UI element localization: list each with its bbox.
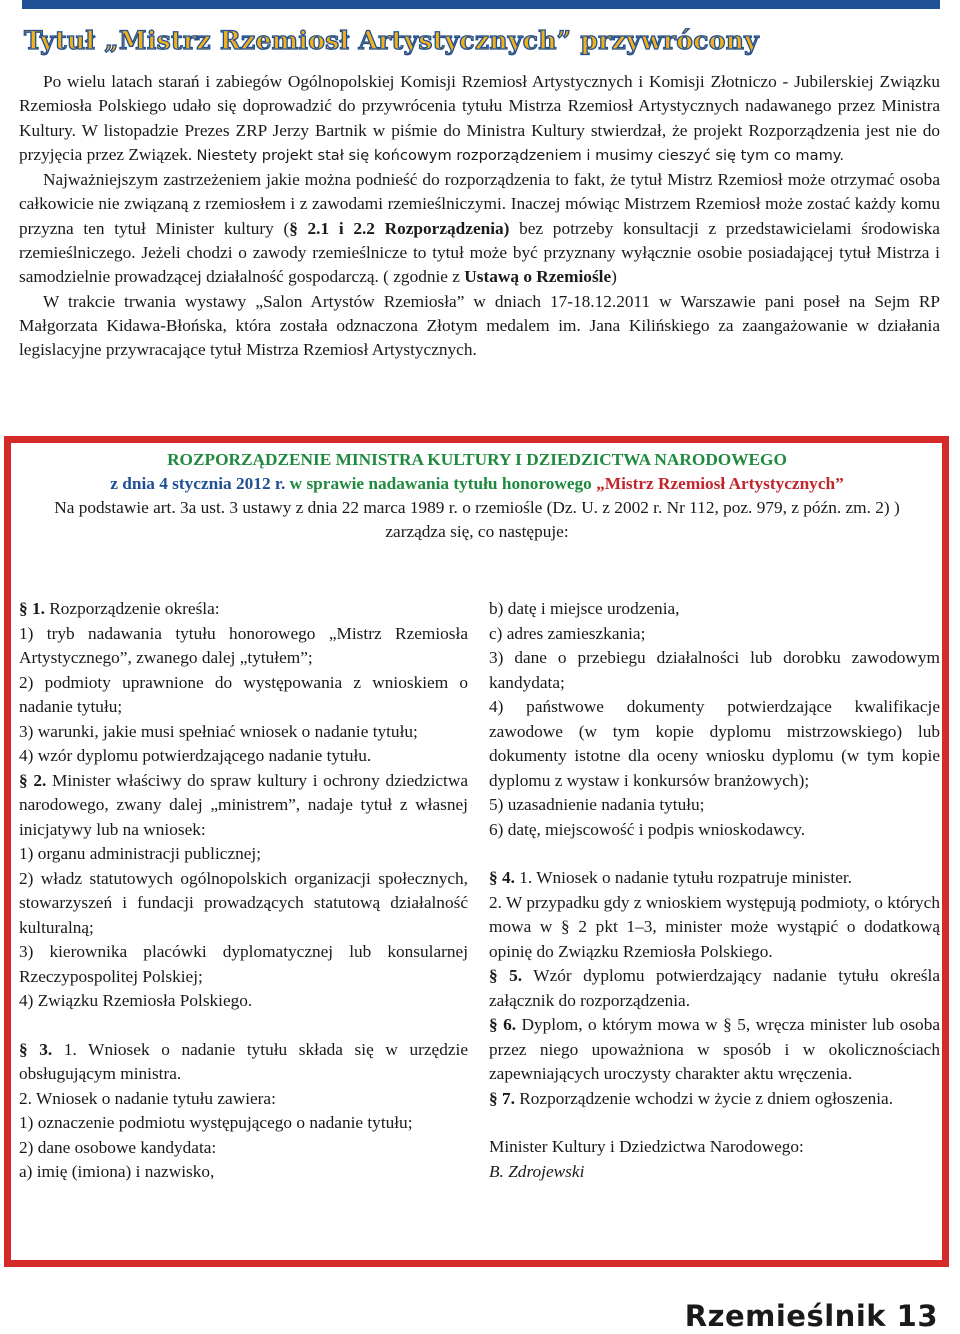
- list-item: a) imię (imiona) i nazwisko,: [19, 1162, 215, 1181]
- list-item: 2. W przypadku gdy z wnioskiem występują podmioty, o których mowa w § 2 pkt 1–3, minister może wystąpić o dodatkową opinię do Związku Rzemiosła Polskiego.: [489, 892, 940, 961]
- section-5: § 5. Wzór dyplomu potwierdzający nadanie tytułu określa załącznik do rozporządzenia.: [489, 966, 940, 1010]
- regulation-basis: Na podstawie art. 3a ust. 3 ustawy z dnia 22 marca 1989 r. o rzemiośle (Dz. U. z 2002 r. Nr 112, poz. 979, z późn. zm. 2) ) zarządza się, co następuje:: [54, 498, 900, 541]
- signature: B. Zdrojewski: [489, 1161, 585, 1181]
- top-bar: [22, 0, 940, 9]
- list-item: 2. Wniosek o nadanie tytułu zawiera:: [19, 1088, 276, 1108]
- list-item: 3) kierownika placówki dyplomatycznej lub konsularnej Rzeczypospolitej Polskiej;: [19, 942, 468, 986]
- section-3: § 3. 1. Wniosek o nadanie tytułu składa się w urzędzie obsługującym ministra.: [19, 1039, 469, 1083]
- section-1: § 1. Rozporządzenie określa:: [19, 599, 220, 618]
- section-2: § 2. Minister właściwy do spraw kultury i ochrony dziedzictwa narodowego, zwany dalej „ministrem”, nadaje tytuł z własnej inicjatywy lub na wniosek:: [19, 770, 469, 839]
- intro-paragraph-2: Najważniejszym zastrzeżeniem jakie można podnieść do rozporządzenia to fakt, że tytuł Mistrz Rzemiosł może otrzymać osoba całkowicie nie związaną z rzemiosłem i z zawodami rzemieślniczymi. Inaczej mówiąc Mistrzem Rzemiosł może zostać każdy komu przyzna ten tytuł Minister kultury (§ 2.1 i 2.2 Rozporządzenia) bez potrzeby konsultacji z przedstawicielami środowiska rzemieślniczego. Jeżeli chodzi o zawody rzemieślnicze to tytuł może być przyznany wyłącznie osobie posiadającej tytuł Mistrza i samodzielnie prowadzącej działalność gospodarczą. ( zgodnie z Ustawą o Rzemiośle): [19, 170, 941, 287]
- list-item: 3) dane o przebiegu działalności lub dorobku zawodowym kandydata;: [489, 648, 940, 692]
- section-4: § 4. 1. Wniosek o nadanie tytułu rozpatruje minister.: [489, 868, 852, 887]
- regulation-subtitle: z dnia 4 stycznia 2012 r. w sprawie nadawania tytułu honorowego „Mistrz Rzemiosł Artystycznych”: [110, 474, 844, 493]
- section-6: § 6. Dyplom, o którym mowa w § 5, wręcza minister lub osoba przez niego upoważniona w sposób i w okolicznościach zapewniających uroczysty charakter aktu wręczenia.: [489, 1015, 941, 1083]
- list-item: 1) oznaczenie podmiotu występującego o nadanie tytułu;: [19, 1113, 413, 1132]
- list-item: 4) wzór dyplomu potwierdzającego nadanie tytułu.: [19, 746, 372, 765]
- list-item: 2) władz statutowych ogólnopolskich organizacji społecznych, stowarzyszeń i fundacji prowadzących statutową działalność kulturalną;: [19, 868, 468, 937]
- list-item: 6) datę, miejscowość i podpis wnioskodawcy.: [489, 819, 806, 839]
- list-item: 2) dane osobowe kandydata:: [19, 1137, 217, 1157]
- list-item: 4) państwowe dokumenty potwierdzające kwalifikacje zawodowe (w tym kopie dyplomu mistrzowskiego) lub dokumenty istotne dla oceny wniosku dyplomu (w tym kopie dyplomu z wystaw i konkursów branżowych);: [489, 697, 940, 790]
- magazine-footer: Rzemieślnik 13: [684, 1299, 938, 1333]
- section-7: § 7. Rozporządzenie wchodzi w życie z dniem ogłoszenia.: [489, 1088, 894, 1108]
- intro-paragraph-3: W trakcie trwania wystawy „Salon Artystów Rzemiosła” w dniach 17-18.12.2011 w Warszawie pani poseł na Sejm RP Małgorzata Kidawa-Błońska, która została odznaczona Złotym medalem im. Jana Kilińskiego za zaangażowanie w działania legislacyjne przywracające tytuł Mistrza Rzemiosł Artystycznych.: [19, 291, 940, 360]
- list-item: 1) organu administracji publicznej;: [19, 844, 262, 863]
- intro-paragraph-1: Po wielu latach starań i zabiegów Ogólnopolskiej Komisji Rzemiosł Artystycznych i Komisji Złotniczo - Jubilerskiej Związku Rzemiosła Polskiego udało się doprowadzić do przywrócenia tytułu Mistrza Rzemiosł Artystycznych nadawanego przez Ministra Kultury. W listopadzie Prezes ZRP Jerzy Bartnik w piśmie do Ministra Kultury stwierdzał, że projekt Rozporządzenia jest nie do przyjęcia przez Związek. Niestety projekt stał się końcowym rozporządzeniem i musimy cieszyć się tym co mamy.: [19, 72, 940, 164]
- list-item: 1) tryb nadawania tytułu honorowego „Mistrz Rzemiosła Artystycznego”, zwanego dalej „tytułem”;: [19, 623, 468, 667]
- list-item: 4) Związku Rzemiosła Polskiego.: [19, 991, 253, 1010]
- regulation-title: ROZPORZĄDZENIE MINISTRA KULTURY I DZIEDZICTWA NARODOWEGO: [167, 450, 787, 469]
- list-item: c) adres zamieszkania;: [489, 623, 646, 643]
- list-item: 2) podmioty uprawnione do występowania z wnioskiem o nadanie tytułu;: [19, 672, 468, 716]
- intro-text: [19, 70, 940, 363]
- list-item: b) datę i miejsce urodzenia,: [489, 599, 680, 618]
- regulation-right-column: [489, 597, 940, 1184]
- list-item: 3) warunki, jakie musi spełniać wniosek o nadanie tytułu;: [19, 721, 418, 741]
- signer: Minister Kultury i Dziedzictwa Narodowego:: [489, 1137, 804, 1156]
- page-title: Tytuł „Mistrz Rzemiosł Artystycznych” przywrócony: [24, 26, 760, 55]
- regulation-header: [30, 448, 924, 544]
- list-item: 5) uzasadnienie nadania tytułu;: [489, 795, 705, 814]
- regulation-left-column: [19, 597, 468, 1185]
